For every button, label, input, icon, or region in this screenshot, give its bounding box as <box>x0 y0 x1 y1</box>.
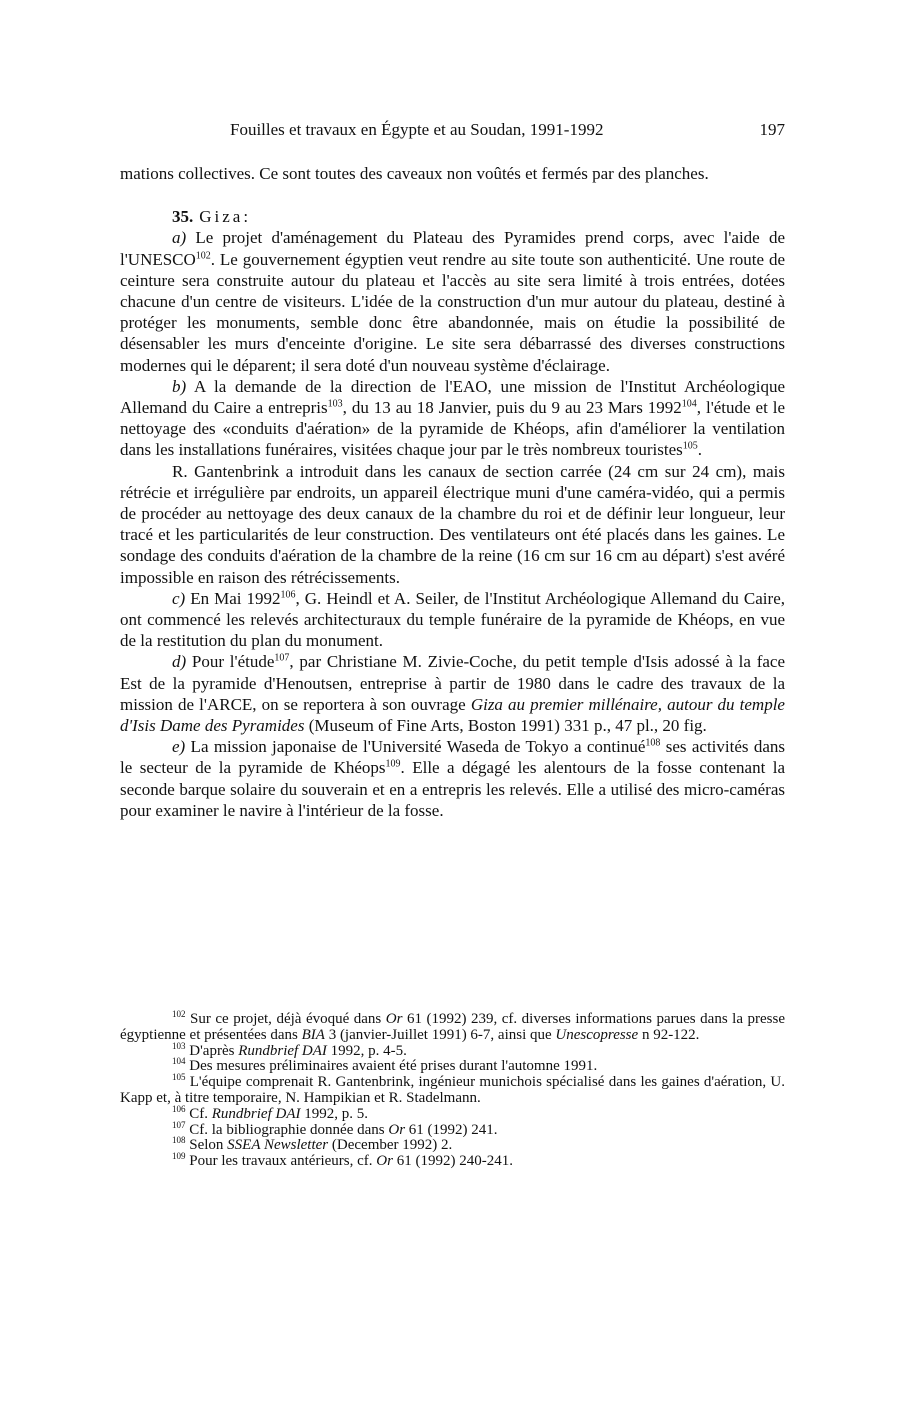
footnote-106: $^{106}$ Cf. Rundbrief DAI 1992, p. 5. <box>172 1103 368 1122</box>
paragraph-d: d) Pour l'étude$^{107}$, par Christiane M. Zivie-Coche, du petit temple d'Isis adossé à la face Est de la pyramide d'Henoutsen, entreprise à partir de 1980 dans le cadre des travaux de la mission de l'ARCE, on se reportera à son ouvrage Giza au premier millénaire, autour du temple d'Isis Dame des Pyramides (Museum of Fine Arts, Boston 1991) 331 p., 47 pl., 20 fig. <box>120 652 785 736</box>
main-text <box>120 163 785 821</box>
footnote-104: $^{104}$ Des mesures préliminaires avaient été prises durant l'automne 1991. <box>172 1056 598 1075</box>
note-ref-104: 104 <box>681 398 697 410</box>
paragraph-e: e) La mission japonaise de l'Université Waseda de Tokyo a continué$^{108}$ ses activités dans le secteur de la pyramide de Khéops$^{109}$. Elle a dégagé les alentours de la fosse contenant la seconde barque solaire du souverain et en a entrepris les relevés. Elle a utilisé des micro-caméras pour examiner le navire à l'intérieur de la fosse. <box>120 737 786 820</box>
book-title: Giza au premier millénaire, autour du temple d'Isis Dame des Pyramides <box>120 694 785 736</box>
paragraph-continuation: mations collectives. Ce sont toutes des caveaux non voûtés et fermés par des planches. <box>120 164 709 183</box>
paragraph-a: a) Le projet d'aménagement du Plateau des Pyramides prend corps, avec l'aide de l'UNESCO$^{102}$. Le gouvernement égyptien veut rendre au site toute son authenticité. Une route de ceinture sera construite autour du plateau et l'accès au site sera limité à trois entrées, dotées chacune d'un centre de visiteurs. L'idée de la construction d'un mur autour du plateau, destiné à protéger les monuments, semble donc être abandonnée, mais on étudie la possibilité de désensabler les murs d'enceinte d'origine. Le site sera débarrassé des diverses constructions modernes qui le déparent; il sera doté d'un nouveau système d'éclairage. <box>120 228 785 375</box>
item-label-a: a) <box>172 228 187 248</box>
note-ref-109: 109 <box>385 758 401 770</box>
paragraph-c: c) En Mai 1992$^{106}$, G. Heindl et A. Seiler, de l'Institut Archéologique Allemand du Caire, ont commencé les relevés architecturaux du temple funéraire de la pyramide de Khéops, en vue de la restitution du plan du monument. <box>120 588 785 651</box>
running-title: Fouilles et travaux en Égypte et au Soudan, 1991-1992 <box>230 120 604 139</box>
note-ref-106: 106 <box>280 589 296 601</box>
footnotes <box>120 1009 785 1170</box>
note-ref-108: 108 <box>645 737 661 749</box>
paragraph-b: b) A la demande de la direction de l'EAO, une mission de l'Institut Archéologique Allemand du Caire a entrepris$^{103}$, du 13 au 18 Janvier, puis du 9 au 23 Mars 1992$^{104}$, l'étude et le nettoyage des «conduits d'aération» de la pyramide de Khéops, afin d'améliorer la ventilation dans les installations funéraires, visitées chaque jour par le très nombreux touristes$^{105}$. <box>120 376 786 460</box>
footnote-107: $^{107}$ Cf. la bibliographie donnée dans Or 61 (1992) 241. <box>172 1119 498 1138</box>
note-ref-103: 103 <box>327 398 343 410</box>
page-header <box>120 119 785 141</box>
footnote-109: $^{109}$ Pour les travaux antérieurs, cf. Or 61 (1992) 240-241. <box>172 1151 513 1170</box>
footnote-102: $^{102}$ Sur ce projet, déjà évoqué dans Or 61 (1992) 239, cf. diverses informations parues dans la presse égyptienne et présentées dans BIA 3 (janvier-Juillet 1991) 6-7, ainsi que Unescopresse n 92-122. <box>120 1009 785 1043</box>
note-ref-107: 107 <box>274 652 290 664</box>
section-heading <box>120 206 785 227</box>
paragraph-gantenbrink: R. Gantenbrink a introduit dans les canaux de section carrée (24 cm sur 24 cm), mais rétrécie et irrégulière par endroits, un appareil électrique muni d'une caméra-vidéo, qui a permis de procéder au nettoyage des deux canaux de la chambre du roi et de définir leur longueur, leur tracé et les particularités de leur construction. Des ventilateurs ont été placés dans les gaines. Le sondage des conduits d'aération de la chambre de la reine (16 cm sur 16 cm au départ) s'est avéré impossible en raison des rétrécissements. <box>120 461 785 587</box>
footnote-103: $^{103}$ D'après Rundbrief DAI 1992, p. 4-5. <box>172 1040 407 1059</box>
footnote-105: $^{105}$ L'équipe comprenait R. Gantenbrink, ingénieur munichois spécialisé dans les gaines d'aération, U. Kapp et, à titre temporaire, N. Hampikian et R. Stadelmann. <box>120 1072 785 1106</box>
item-label-b: b) <box>172 376 187 396</box>
section-number: 35. <box>172 207 194 227</box>
section-place: Giza: <box>199 207 252 227</box>
note-ref-105: 105 <box>682 440 698 452</box>
item-label-c: c) <box>172 588 186 608</box>
page-number: 197 <box>759 120 785 139</box>
note-ref-102: 102 <box>195 249 211 261</box>
footnote-108: $^{108}$ Selon SSEA Newsletter (December 1992) 2. <box>172 1135 453 1154</box>
item-label-d: d) <box>172 652 187 672</box>
item-label-e: e) <box>172 737 186 757</box>
